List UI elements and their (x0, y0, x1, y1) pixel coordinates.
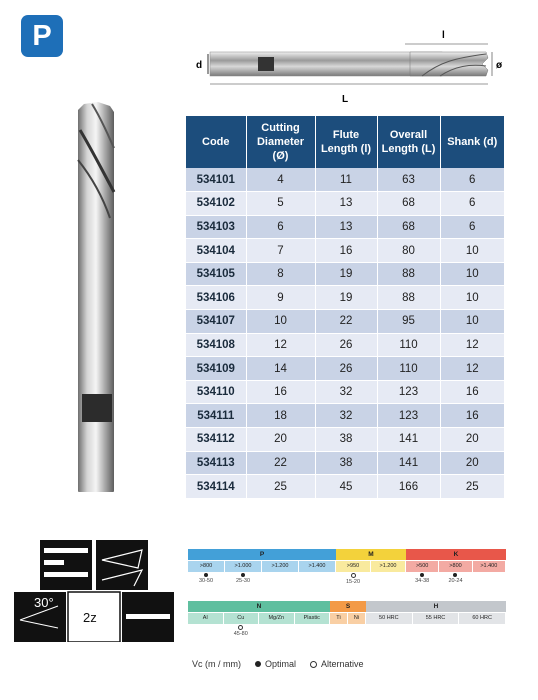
badge-letter: P (32, 19, 52, 52)
material-sub-label: >950 (336, 561, 370, 572)
material-sub-label: >1.200 (371, 561, 405, 572)
cell-shank: 10 (440, 239, 504, 263)
table-row (186, 404, 504, 428)
material-sub-label: Ni (348, 613, 365, 624)
material-sub-label: Al (188, 613, 223, 624)
legend-alternative: Alternative (321, 659, 364, 669)
material-header-s: S (330, 601, 366, 612)
material-value (406, 572, 438, 592)
material-group-s (330, 601, 366, 645)
material-header-p: P (188, 549, 336, 560)
cell-shank: 6 (440, 215, 504, 239)
cell-cutting-diameter: 6 (246, 215, 315, 239)
cell-shank: 16 (440, 380, 504, 404)
material-group-n (188, 601, 330, 645)
material-sub-label: >1.200 (262, 561, 298, 572)
table-row (186, 380, 504, 404)
material-sub-label: 60 HRC (459, 613, 505, 624)
table-row (186, 310, 504, 334)
cell-flute-length: 32 (315, 404, 377, 428)
material-value (473, 572, 505, 592)
optimal-dot-icon (420, 573, 424, 577)
material-sub-label: >800 (188, 561, 224, 572)
table-row (186, 239, 504, 263)
label-d: d (196, 60, 203, 71)
vc-range: 25-30 (235, 578, 251, 584)
tool-flat (82, 394, 112, 422)
cell-flute-length: 16 (315, 239, 377, 263)
legend (192, 659, 364, 669)
cell-overall-length: 110 (377, 333, 440, 357)
cell-flute-length: 13 (315, 192, 377, 216)
spec-table (186, 116, 504, 499)
cell-cutting-diameter: 5 (246, 192, 315, 216)
vc-range: 20-24 (448, 578, 463, 584)
cell-code: 534109 (186, 357, 246, 381)
drawing-flat (258, 57, 274, 71)
header-overall-length: Overall Length (L) (377, 116, 440, 168)
material-value (225, 572, 261, 592)
cell-flute-length: 45 (315, 475, 377, 499)
cell-code: 534104 (186, 239, 246, 263)
optimal-dot-icon (241, 573, 245, 577)
material-header-k: K (406, 549, 506, 560)
cell-cutting-diameter: 12 (246, 333, 315, 357)
table-row (186, 192, 504, 216)
material-sub-label: Cu (224, 613, 259, 624)
cell-code: 534105 (186, 262, 246, 286)
material-value (330, 624, 347, 644)
cell-shank: 20 (440, 451, 504, 475)
material-sub-label: >800 (439, 561, 471, 572)
material-sub-label: >1.400 (473, 561, 505, 572)
tool-flutes (78, 102, 114, 192)
cell-cutting-diameter: 7 (246, 239, 315, 263)
cell-flute-length: 38 (315, 428, 377, 452)
material-value (188, 572, 224, 592)
cell-shank: 12 (440, 333, 504, 357)
material-value (336, 572, 370, 592)
vc-range: 45-80 (233, 631, 248, 637)
header-flute-length: Flute Length (l) (315, 116, 377, 168)
table-row (186, 475, 504, 499)
material-sub-label: 55 HRC (413, 613, 459, 624)
cell-overall-length: 95 (377, 310, 440, 334)
label-L: L (342, 94, 349, 105)
dimension-drawing (190, 22, 520, 112)
material-sub-label: >500 (406, 561, 438, 572)
flute-count-text: 2z (83, 610, 97, 625)
end-mill-photo (62, 100, 132, 498)
alternative-dot-icon (310, 661, 317, 668)
cell-shank: 10 (440, 286, 504, 310)
cell-code: 534101 (186, 168, 246, 192)
table-row (186, 357, 504, 381)
material-sub-label: >1.400 (299, 561, 335, 572)
cell-code: 534103 (186, 215, 246, 239)
material-value (459, 624, 505, 644)
table-row (186, 428, 504, 452)
cell-code: 534102 (186, 192, 246, 216)
cell-overall-length: 123 (377, 404, 440, 428)
material-value (224, 624, 259, 644)
header-cutting-diameter: Cutting Diameter (Ø) (246, 116, 315, 168)
material-sub-label: Mg/Zn (259, 613, 294, 624)
table-header-row (186, 116, 504, 168)
cell-overall-length: 141 (377, 428, 440, 452)
cell-shank: 10 (440, 310, 504, 334)
vc-range: 15-20 (345, 579, 361, 585)
cell-overall-length: 80 (377, 239, 440, 263)
cell-overall-length: 88 (377, 286, 440, 310)
drawing-shank (210, 52, 442, 76)
cell-flute-length: 38 (315, 451, 377, 475)
cell-flute-length: 19 (315, 286, 377, 310)
cell-code: 534113 (186, 451, 246, 475)
helix-angle-text: 30° (34, 595, 54, 610)
cell-cutting-diameter: 18 (246, 404, 315, 428)
tool-shank (78, 190, 114, 492)
legend-vc: Vc (m / mm) (192, 659, 241, 669)
legend-optimal: Optimal (265, 659, 297, 669)
material-sub-label: Plastic (295, 613, 330, 624)
material-group-k (406, 549, 506, 593)
cell-overall-length: 68 (377, 215, 440, 239)
geometry-icons (14, 540, 174, 642)
cell-overall-length: 141 (377, 451, 440, 475)
label-l: l (442, 30, 445, 41)
cell-shank: 20 (440, 428, 504, 452)
cell-cutting-diameter: 20 (246, 428, 315, 452)
table-row (186, 286, 504, 310)
cell-overall-length: 123 (377, 380, 440, 404)
table-row (186, 168, 504, 192)
table-row (186, 451, 504, 475)
vc-range: 34-38 (415, 578, 430, 584)
cell-flute-length: 22 (315, 310, 377, 334)
cell-flute-length: 32 (315, 380, 377, 404)
cell-overall-length: 166 (377, 475, 440, 499)
cell-shank: 16 (440, 404, 504, 428)
vc-range: 30-50 (198, 578, 214, 584)
cell-code: 534111 (186, 404, 246, 428)
header-code: Code (186, 116, 246, 168)
material-value (259, 624, 294, 644)
label-diameter: ø (496, 60, 503, 71)
cell-cutting-diameter: 4 (246, 168, 315, 192)
material-value (348, 624, 365, 644)
alternative-dot-icon (238, 625, 243, 630)
material-value (371, 572, 405, 592)
cell-overall-length: 63 (377, 168, 440, 192)
cell-cutting-diameter: 25 (246, 475, 315, 499)
alternative-dot-icon (351, 573, 356, 578)
cell-code: 534110 (186, 380, 246, 404)
cell-cutting-diameter: 16 (246, 380, 315, 404)
material-value (262, 572, 298, 592)
cell-overall-length: 68 (377, 192, 440, 216)
cell-code: 534107 (186, 310, 246, 334)
material-value (299, 572, 335, 592)
cell-shank: 6 (440, 168, 504, 192)
material-sub-label: >1.000 (225, 561, 261, 572)
optimal-dot-icon (204, 573, 208, 577)
cell-flute-length: 19 (315, 262, 377, 286)
cell-cutting-diameter: 14 (246, 357, 315, 381)
optimal-dot-icon (255, 661, 261, 667)
material-header-m: M (336, 549, 406, 560)
header-shank: Shank (d) (440, 116, 504, 168)
material-p-badge (21, 15, 63, 57)
cell-overall-length: 88 (377, 262, 440, 286)
cell-cutting-diameter: 9 (246, 286, 315, 310)
cell-code: 534106 (186, 286, 246, 310)
material-value (295, 624, 330, 644)
cell-shank: 10 (440, 262, 504, 286)
table-row (186, 262, 504, 286)
material-header-h: H (366, 601, 506, 612)
cell-cutting-diameter: 10 (246, 310, 315, 334)
cell-code: 534114 (186, 475, 246, 499)
material-sub-label: 50 HRC (366, 613, 412, 624)
material-value (439, 572, 471, 592)
cell-flute-length: 11 (315, 168, 377, 192)
material-sub-label: Ti (330, 613, 347, 624)
material-header-n: N (188, 601, 330, 612)
material-group-h (366, 601, 506, 645)
cell-flute-length: 13 (315, 215, 377, 239)
cell-cutting-diameter: 8 (246, 262, 315, 286)
cell-code: 534108 (186, 333, 246, 357)
cell-flute-length: 26 (315, 357, 377, 381)
cell-cutting-diameter: 22 (246, 451, 315, 475)
material-group-p (188, 549, 336, 593)
cell-shank: 12 (440, 357, 504, 381)
table-row (186, 215, 504, 239)
cell-shank: 6 (440, 192, 504, 216)
cell-code: 534112 (186, 428, 246, 452)
material-group-m (336, 549, 406, 593)
cell-shank: 25 (440, 475, 504, 499)
material-value (366, 624, 412, 644)
cell-flute-length: 26 (315, 333, 377, 357)
cell-overall-length: 110 (377, 357, 440, 381)
material-value (188, 624, 223, 644)
material-value (413, 624, 459, 644)
table-row (186, 333, 504, 357)
optimal-dot-icon (453, 573, 457, 577)
